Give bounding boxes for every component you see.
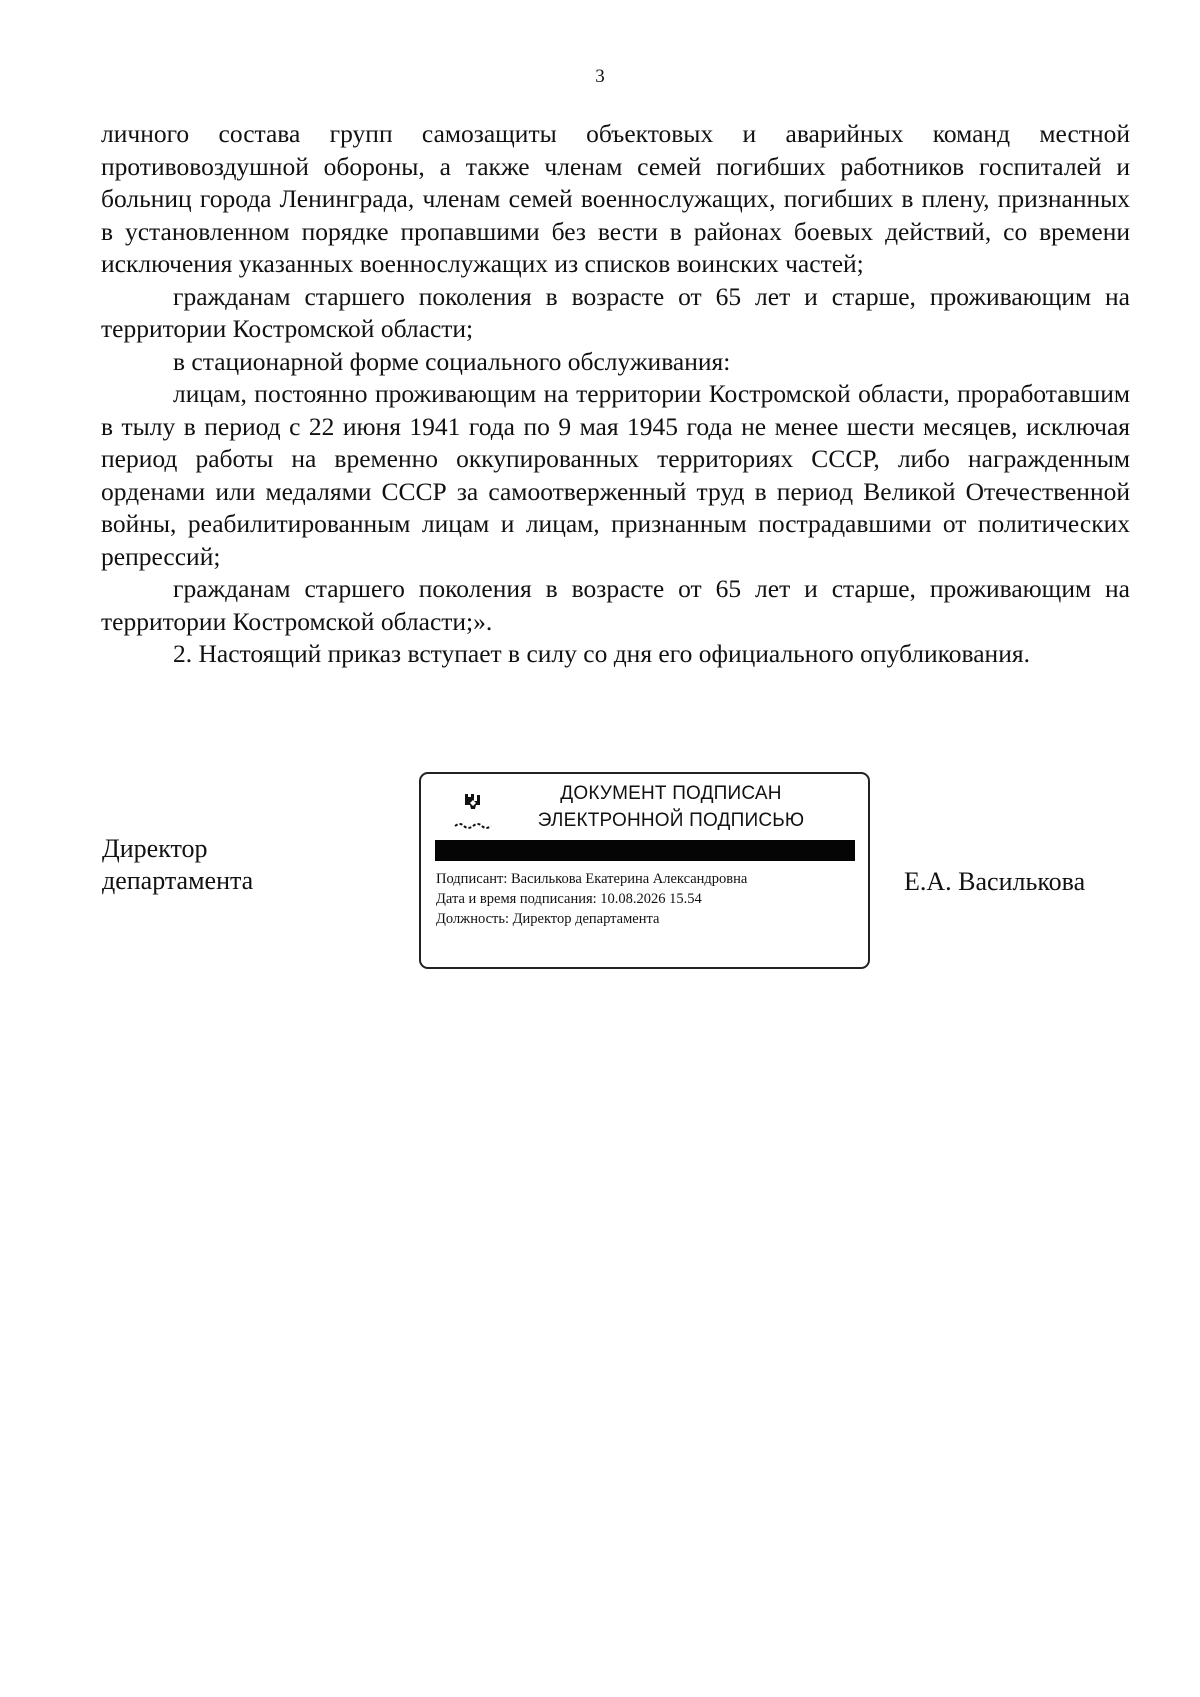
signatory-name: Е.А. Василькова <box>904 867 1086 896</box>
stamp-certificate-bar <box>435 840 855 861</box>
stamp-heading-line2: ЭЛЕКТРОННОЙ ПОДПИСЬЮ <box>537 810 805 831</box>
stamp-heading-line1: ДОКУМЕНТ ПОДПИСАН <box>560 783 782 804</box>
page-number: 3 <box>595 66 605 87</box>
paragraph-2: гражданам старшего поколения в возрасте от 65 лет и старше, проживающим на территории Костромской области; <box>101 281 1130 343</box>
document-body <box>101 118 1130 671</box>
paragraph-5: гражданам старшего поколения в возрасте от 65 лет и старше, проживающим на территории Костромской области;». <box>101 574 1130 636</box>
signatory-title-line2: департамента <box>102 866 254 895</box>
electronic-signature-stamp <box>419 772 870 969</box>
stamp-details <box>436 869 747 929</box>
signatory-title <box>102 833 253 897</box>
stamp-position: Должность: Директор департамента <box>436 911 660 927</box>
paragraph-4: лицам, постоянно проживающим на территории Костромской области, проработавшим в тылу в период с 22 июня 1941 года по 9 мая 1945 года не менее шести месяцев, исключая период работы на временно оккупированных территориях СССР, либо награжденным орденами или медалями СССР за самоотверженный труд в период Великой Отечественной войны, реабилитированным лицам и лицам, признанным пострадавшими от политических репрессий; <box>101 379 1130 571</box>
paragraph-3: в стационарной форме социального обслуживания: <box>173 346 731 376</box>
stamp-datetime: Дата и время подписания: 10.08.2026 15.54 <box>436 891 702 907</box>
stamp-signer: Подписант: Василькова Екатерина Александровна <box>436 871 748 887</box>
coat-of-arms-icon <box>451 792 495 836</box>
paragraph-1: личного состава групп самозащиты объектовых и аварийных команд местной противовоздушной обороны, а также членам семей погибших работников госпиталей и больниц города Ленинграда, членам семей военнослужащих, погибших в плену, признанных в установленном порядке пропавшими без вести в районах боевых действий, со времени исключения указанных военнослужащих из списков воинских частей; <box>101 119 1130 278</box>
paragraph-6: 2. Настоящий приказ вступает в силу со дня его официального опубликования. <box>173 639 1030 668</box>
stamp-heading <box>521 780 821 834</box>
signatory-title-line1: Директор <box>102 834 208 863</box>
